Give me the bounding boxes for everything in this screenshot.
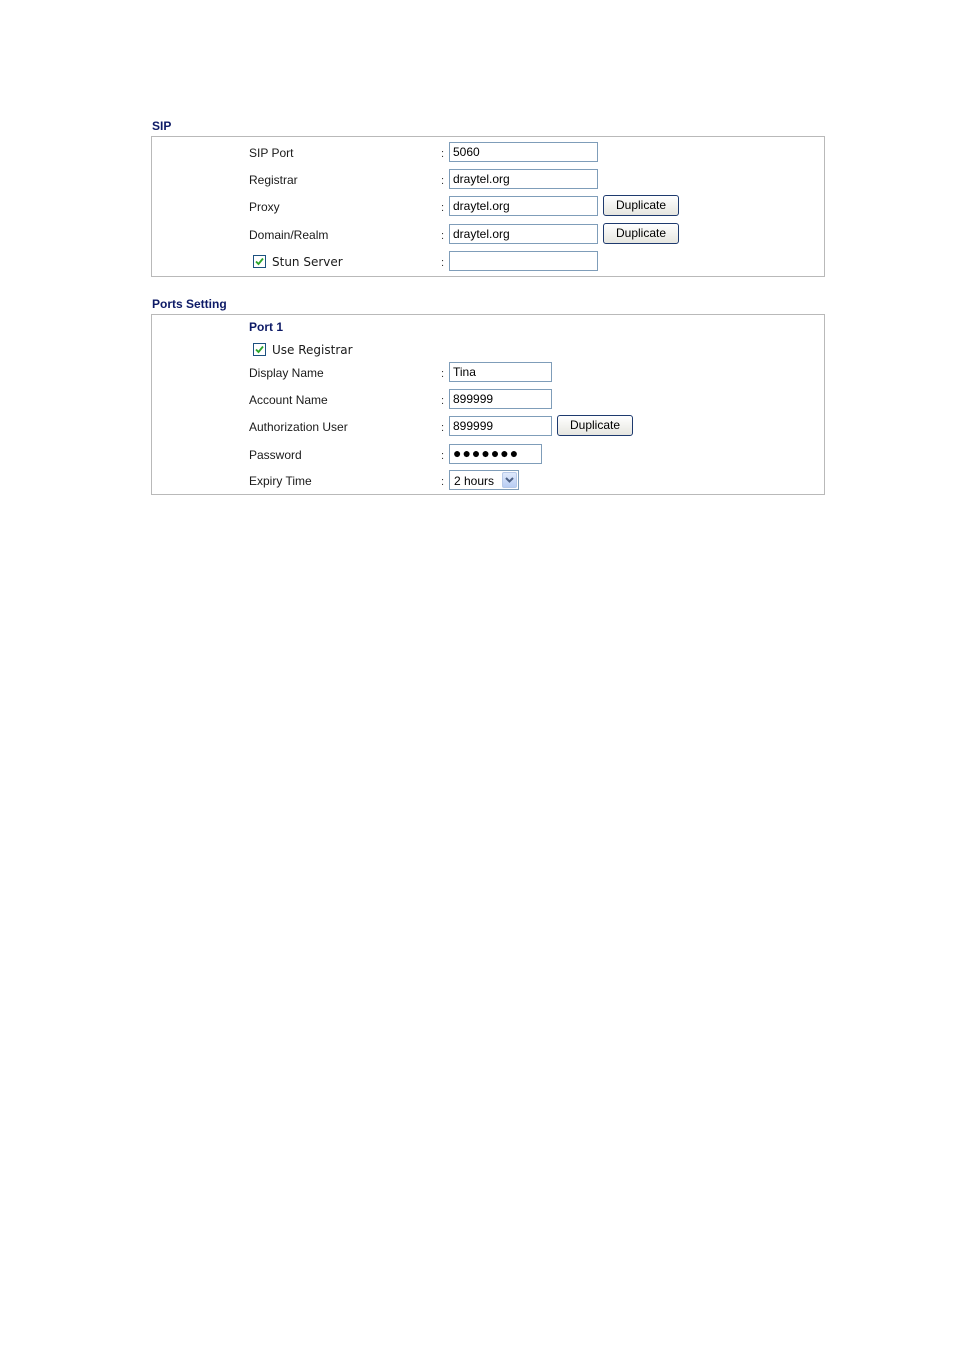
display-name-input[interactable] bbox=[449, 362, 552, 382]
authorization-user-row bbox=[249, 416, 809, 438]
colon: : bbox=[441, 450, 445, 462]
display-name-label: Display Name bbox=[249, 366, 324, 380]
domain-realm-label: Domain/Realm bbox=[249, 228, 329, 242]
colon: : bbox=[441, 230, 445, 242]
stun-server-input[interactable] bbox=[449, 251, 598, 271]
colon: : bbox=[441, 476, 445, 488]
sip-port-label: SIP Port bbox=[249, 146, 294, 160]
domain-realm-duplicate-button[interactable]: Duplicate bbox=[603, 223, 679, 244]
display-name-row bbox=[249, 362, 809, 384]
account-name-row bbox=[249, 389, 809, 411]
domain-realm-row bbox=[249, 224, 809, 246]
password-row bbox=[249, 444, 809, 466]
expiry-time-value: 2 hours bbox=[454, 474, 495, 488]
registrar-row bbox=[249, 169, 809, 191]
proxy-input[interactable] bbox=[449, 196, 598, 216]
proxy-row bbox=[249, 196, 809, 218]
domain-realm-input[interactable] bbox=[449, 224, 598, 244]
expiry-time-label: Expiry Time bbox=[249, 474, 312, 488]
password-label: Password bbox=[249, 448, 302, 462]
checkmark-icon bbox=[255, 345, 264, 354]
ports-setting-title: Ports Setting bbox=[152, 297, 227, 311]
ports-setting-panel bbox=[151, 314, 825, 495]
stun-server-label: Stun Server bbox=[272, 255, 343, 269]
dropdown-arrow[interactable] bbox=[502, 472, 517, 488]
account-name-label: Account Name bbox=[249, 393, 328, 407]
proxy-duplicate-button[interactable]: Duplicate bbox=[603, 195, 679, 216]
proxy-label: Proxy bbox=[249, 200, 280, 214]
colon: : bbox=[441, 395, 445, 407]
sip-section-title: SIP bbox=[152, 119, 172, 133]
password-input[interactable]: ●●●●●●● bbox=[449, 444, 542, 464]
stun-server-checkbox[interactable] bbox=[253, 255, 266, 268]
stun-server-row bbox=[249, 251, 809, 273]
chevron-down-icon bbox=[503, 473, 516, 487]
use-registrar-label: Use Registrar bbox=[272, 343, 353, 357]
colon: : bbox=[441, 175, 445, 187]
colon: : bbox=[441, 148, 445, 160]
registrar-input[interactable] bbox=[449, 169, 598, 189]
port-1-title: Port 1 bbox=[249, 320, 284, 334]
expiry-time-row bbox=[249, 470, 809, 492]
sip-port-input[interactable] bbox=[449, 142, 598, 162]
expiry-time-select[interactable] bbox=[449, 470, 519, 490]
checkmark-icon bbox=[255, 257, 264, 266]
authorization-user-input[interactable] bbox=[449, 416, 552, 436]
authorization-user-label: Authorization User bbox=[249, 420, 348, 434]
account-name-input[interactable] bbox=[449, 389, 552, 409]
use-registrar-checkbox[interactable] bbox=[253, 343, 266, 356]
sip-panel bbox=[151, 136, 825, 277]
colon: : bbox=[441, 422, 445, 434]
use-registrar-row bbox=[249, 339, 809, 361]
authorization-user-duplicate-button[interactable]: Duplicate bbox=[557, 415, 633, 436]
sip-port-row bbox=[249, 142, 809, 164]
colon: : bbox=[441, 257, 445, 269]
colon: : bbox=[441, 202, 445, 214]
registrar-label: Registrar bbox=[249, 173, 298, 187]
colon: : bbox=[441, 368, 445, 380]
